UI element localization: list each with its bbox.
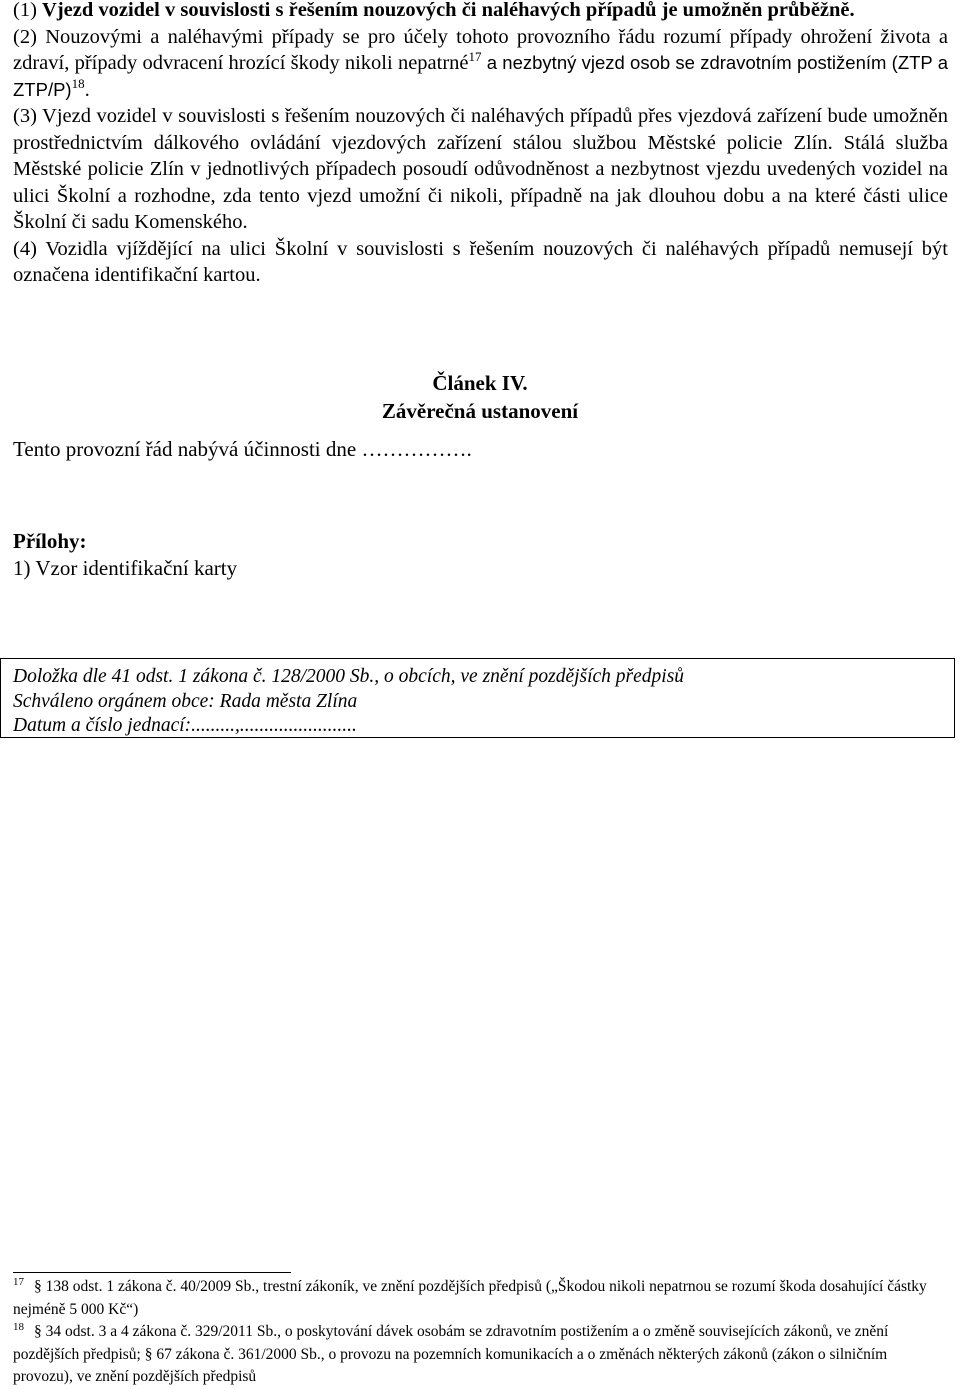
footnote-18-text: § 34 odst. 3 a 4 zákona č. 329/2011 Sb., o poskytování dávek osobám se zdravotním postižením a o změně souvisejících zákonů, ve znění pozdějších předpisů; § 67 zákona č. 361/2000 Sb., o provozu na pozemních komunikacích a o změnách některých zákonů (zákon o silničním provozu), ve znění pozdějších předpisů xyxy=(13,1323,889,1385)
article-subtitle: Závěrečná ustanovení xyxy=(381,399,579,423)
footnote-17 xyxy=(13,1276,948,1321)
paragraph-2 xyxy=(13,24,948,104)
footnote-separator xyxy=(13,1272,291,1273)
document-body xyxy=(13,0,948,289)
footnote-17-number: 17 xyxy=(13,1275,24,1288)
approval-clause-line-3: Datum a číslo jednací:.........,........................ xyxy=(13,715,357,736)
footnotes xyxy=(13,1276,948,1389)
paragraph-2-text-a: (2) Nouzovými a naléhavými případy se pro účely tohoto provozního řádu rozumí případy ohrožení života a zdraví, případy odvracení hrozící škody nikoli nepatrné xyxy=(13,25,948,74)
paragraph-2-text-c: . xyxy=(84,78,90,101)
footnote-18-number: 18 xyxy=(13,1320,24,1333)
clause-reference: 41 odst. 1 zákona č. 128/2000 Sb. xyxy=(111,666,375,687)
paragraph-1 xyxy=(13,0,948,24)
approval-clause-line-2: Schváleno orgánem obce: Rada města Zlína xyxy=(13,690,358,712)
attachment-item-1: 1) Vzor identifikační karty xyxy=(13,556,238,580)
footnote-18 xyxy=(13,1321,948,1389)
paragraph-1-number: (1) xyxy=(13,0,37,21)
clause-label: Doložka dle xyxy=(13,666,112,687)
effective-date-line: Tento provozní řád nabývá účinnosti dne ……………. xyxy=(13,437,472,461)
footnote-17-text: § 138 odst. 1 zákona č. 40/2009 Sb., trestní zákoník, ve znění pozdějších předpisů („Škodou nikoli nepatrnou se rozumí škoda dosahující částky nejméně 5 000 Kč“) xyxy=(13,1278,927,1318)
attachments-heading: Přílohy: xyxy=(13,529,87,553)
paragraph-4: (4) Vozidla vjíždějící na ulici Školní v souvislosti s řešením nouzových či naléhavých případů nemusejí být označena identifikační kartou. xyxy=(13,237,948,286)
footnote-ref-18[interactable]: 18 xyxy=(71,75,85,91)
clause-reference-tail: , o obcích, ve znění pozdějších předpisů xyxy=(374,666,685,687)
paragraph-3: (3) Vjezd vozidel v souvislosti s řešením nouzových či naléhavých případů přes vjezdová zařízení bude umožněn prostřednictvím dálkového ovládání vjezdových zařízení stálou službou Městské policie Zlín. Stálá služba Městské policie Zlín v jednotlivých případech posoudí odůvodněnost a nezbytnost vjezdu uvedených vozidel na ulici Školní a rozhodne, zda tento vjezd umožní či nikoli, případně na jak dlouhou dobu a na které části ulice Školní či sadu Komenského. xyxy=(13,105,948,233)
paragraph-2-text-b: a nezbytný vjezd osob se zdravotním postižením (ZTP a ZTP/P) xyxy=(13,52,948,100)
footnote-ref-17[interactable]: 17 xyxy=(468,49,482,65)
approval-clause-box xyxy=(0,658,955,738)
approval-clause-line-1 xyxy=(13,665,942,690)
article-title: Článek IV. xyxy=(432,371,528,395)
paragraph-1-text: Vjezd vozidel v souvislosti s řešením nouzových či naléhavých případů je umožněn průběžně. xyxy=(42,0,855,21)
